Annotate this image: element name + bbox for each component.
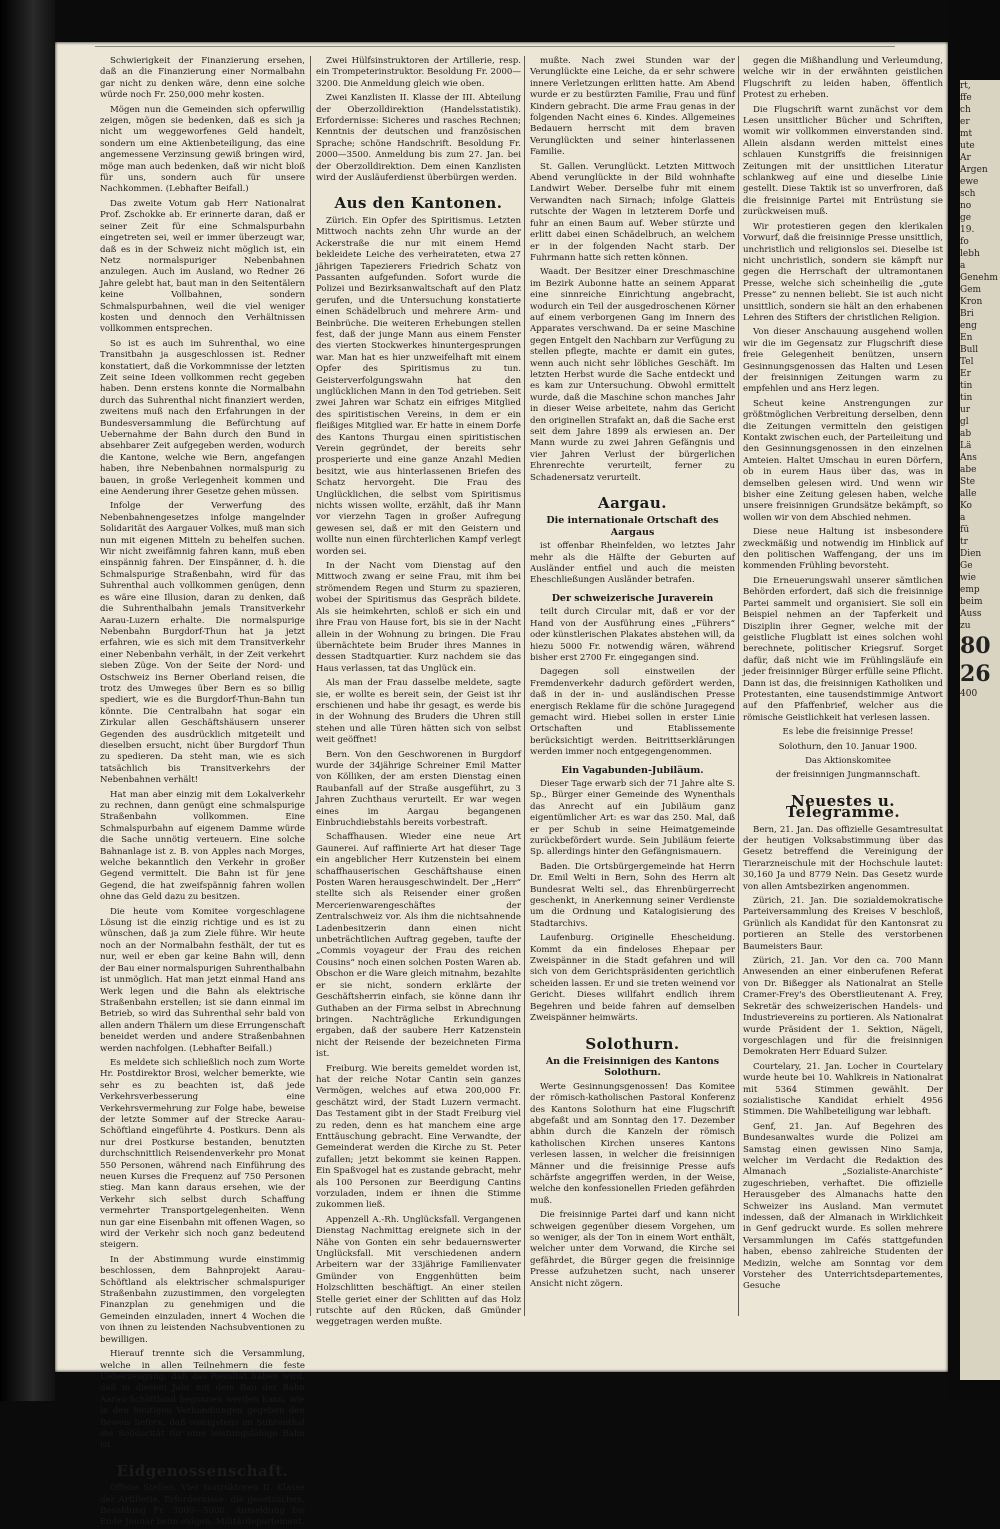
fragment-line: tin (960, 393, 973, 403)
article-paragraph: teilt durch Circular mit, daß er vor der Hand von der Ausführung eines „Führers“ oder künstlerischen Plakates abstehen will, da hiezu 5000 Fr. notwendig wären, während bisher erst 2700 Fr. eingegangen sind. (530, 607, 735, 663)
fragment-line: fü (960, 525, 970, 535)
adjacent-page-fragment (960, 80, 1000, 1380)
column-2 (316, 56, 521, 1328)
article-paragraph: In der Nacht vom Dienstag auf den Mittwoch zwang er seine Frau, mit ihm bei strömendem Regen und Sturm zu spazieren, wobei der Spiritismus das Gespräch bildete. Als sie heimkehrten, schloß er sich ein und ihre Frau von Hause fort, bis sie in der Nacht allein in der Wohnung zu bringen. Die Frau übernächtete beim Bruder ihres Mannes in dessen Stadtquartier. Kurz nachdem sie das Haus verlassen, tat das Unglück ein. (316, 561, 521, 674)
fragment-line: beim (960, 597, 983, 607)
article-paragraph: Diese neue Haltung ist insbesondere zweckmäßig und notwendig im Hinblick auf den politischen Waffengang, der uns im kommenden Frühling bevorsteht. (743, 527, 943, 572)
fragment-line: no (960, 201, 972, 211)
article-paragraph: Solothurn, den 10. Januar 1900. (778, 741, 918, 752)
article-paragraph: Courtelary, 21. Jan. Locher in Courtelary wurde heute bei 10. Wahlkreis in Nationalrat mit 5364 Stimmen gewählt. Der sozialistische Kandidat erhielt 4956 Stimmen. Die Wahlbeteiligung war lebhaft. (743, 1061, 943, 1118)
article-paragraph: Von dieser Anschauung ausgehend wollen wir die im Gegensatz zur Flugschrift diese freie Gelegenheit benützen, unsern Gesinnungsgenossen das Halten und Lesen der freisinnigen Zeitungen warm zu empfehlen und ans Herz legen. (743, 327, 943, 395)
fragment-line: Bull (960, 345, 979, 355)
fragment-line: tr (960, 537, 968, 547)
article-paragraph: Die heute vom Komitee vorgeschlagene Lösung ist die einzig richtige und es ist zu wünschen, daß ja zum Ziele führe. Wir heute noch an der Normalbahn festhält, der tut es nur, weil er eben gar keine Bahn will, denn der Bau einer normalspurigen Suhrenthalbahn ist unmöglich. Hat man jetzt einmal Hand ans Werk legen und die Bahn als elektrische Straßenbahn erstellen; ist sie dann einmal im Betrieb, so wird das Suhrenthal sehr bald von allen andern Thälern um diese Errungenschaft beneidet werden und andere Straßenbahnen werden nachfolgen. (Lebhafter Beifall.) (100, 906, 305, 1054)
article-paragraph: Es meldete sich schließlich noch zum Worte Hr. Postdirektor Brosi, welcher bemerkte, wie sehr es zu beachten ist, daß jede Verkehrsverbesserung eine Verkehrsvermehrung zur Folge habe, beweise der letzte Sommer auf der Strecke Aarau-Schöftland eingeführte 4. Postkurs. Denn als nur drei Postkurse bestanden, benutzten durchschnittlich Reisendenverkehr pro Monat 550 Personen, während nach Einführung des neuen Kurses die Frequenz auf 750 Personen stieg. Man kann daraus ersehen, wie der Verkehr sich selbst durch Schaffung vermehrter Transportgelegenheiten. Wenn nun gar eine Eisenbahn mit offenen Wagen, so wird der Verkehr sich noch ganz bedeutend steigern. (100, 1057, 305, 1251)
section-heading: Eidgenossenschaft. (116, 1461, 289, 1480)
article-headline: Der schweizerische Juraverein (551, 592, 714, 604)
fragment-line: Ge (960, 561, 973, 571)
fragment-line: eng (960, 321, 977, 331)
top-rule (95, 46, 895, 47)
fragment-line: 80 (960, 633, 991, 659)
article-paragraph: gegen die Mißhandlung und Verleumdung, welche wir in der erwähnten geistlichen Flugschrift zu leiden haben, öffentlich Protest zu erheben. (743, 56, 943, 101)
fragment-line: ge (960, 213, 972, 223)
article-paragraph: Als man der Frau dasselbe meldete, sagte sie, er wollte es bereit sein, der Geist ist ihr erschienen und habe ihr gesagt, es werde bis in der Wohnung des Bruders die Uhren still stehen und alle Türen hätten sich von selbst weit geöffnet! (316, 678, 521, 746)
fragment-line: Lä (960, 441, 972, 451)
article-paragraph: Infolge der Verwerfung des Nebenbahnengesetzes infolge mangelnder Solidarität des Aargauer Volkes, muß man sich nun mit eigenen Mitteln zu behelfen suchen. Wir nicht zweifämnig fahren kann, muß eben einspännig fahren. Der Einspänner, d. h. die Schmalspurige Straßenbahn, wird für das Suhrenthal auch vollkommen genügen, denn es wäre eine Illusion, daran zu denken, daß die Suhrenthalbahn jemals Transitverkehr Aarau-Luzern erhalte. Die normalspurige Nebenbahn Burgdorf-Thun hat ja jetzt erfahren, wie es sich mit dem Transitverkehr einer Nebenbahn verhält, in der Zeit verkehrt sieben Züge. Von der Seite der Nord- und Ostschweiz ins Berner Oberland reisen, die trotz des Umweges über Bern es so billig spediert, wie es die Burgdorf-Thun-Bahn tun könnte. Die Centralbahn hat sogar ein Zirkular allen Geschäftshäusern unserer Gegenden des ausdrücklich mitgeteilt und dieselben ersucht, nicht über Burgdorf Thun zu spedieren. Da steht man, wie es sich tatsächlich bis Transitverkehrs der Nebenbahnen verhält! (100, 501, 305, 786)
fragment-line: ewe (960, 177, 979, 187)
fragment-line: 400 (960, 689, 978, 699)
article-paragraph: mußte. Nach zwei Stunden war der Verunglückte eine Leiche, da er sehr schwere innere Verletzungen erlitten hatte. Am Abend wurde er zu bestürzten Familie, Frau und fünf Kindern gebracht. Die arme Frau genas in der folgenden Nacht eines 6. Kindes. Allgemeines Bedauern herrscht mit dem braven Verunglückten und seiner hinterlassenen Familie. (530, 56, 735, 158)
column-4 (743, 56, 943, 1321)
article-paragraph: Offene Stellen. Vier Instruktoren II. Klasse der Artillerie. Erfordernisse: die gesetzlichen. Besoldung Fr. 3000—5000. Anmeldung bis Ende Januar beim eidgen. Militärdepartement. (100, 1483, 305, 1528)
article-headline: Ein Vagabunden-Jubiläum. (561, 764, 704, 776)
article-paragraph: In der Abstimmung wurde einstimmig beschlossen, dem Bahnprojekt Aarau-Schöftland als elektrischer schmalspuriger Straßenbahn zuzustimmen, den vorgelegten Finanzplan zu genehmigen und die Gemeinden einzuladen, innert 4 Wochen die von ihnen zu leistenden Nachsubventionen zu bewilligen. (100, 1254, 305, 1345)
article-paragraph: Zürich. Ein Opfer des Spiritismus. Letzten Mittwoch nachts zehn Uhr wurde an der Ackerstraße die nur mit einem Hemd bekleidete Leiche des verheirateten, etwa 27 jährigen Tapezierers Friedrich Schatz von Passanten aufgefunden. Sofort wurde die Polizei und Bezirksanwaltschaft auf den Platz gerufen, und die Untersuchung konstatierte einen Schädelbruch und mehrere Arm- und Beinbrüche. Die weiteren Erhebungen stellen fest, daß der junge Mann aus einem Fenster des vierten Stockwerkes hinuntergesprungen war. Man hat es hier unzweifelhaft mit einem Opfer des Spiritismus zu tun. Geisterverfolgungswahn hat den unglücklichen Mann in den Tod getrieben. Seit zwei Jahren war Schatz ein eifriges Mitglied des spiritistischen Vereins, in dem er ein fleißiges Mitglied war. Er hatte in einem Dorfe des Kantons Thurgau einen spiritistischen Verein gegründet, der bereits sehr prosperierte und eine ganze Anzahl Medien besitzt, wie aus hinterlassenen Briefen des Schatz hervorgeht. Die Frau des Unglücklichen, die selbst vom Spiritismus nichts wissen wollte, erzählt, daß ihr Mann vor vierzehn Tagen in großer Aufregung gewesen sei, daß er mit den Geistern und wollte nun einen fürchterlichen Kampf verlegt worden sei. (316, 215, 521, 557)
fragment-line: rt, (960, 81, 971, 91)
article-paragraph: Waadt. Der Besitzer einer Dreschmaschine im Bezirk Aubonne hatte an seinem Apparat eine sinnreiche Einrichtung angebracht, wodurch ein Teil der ausgedroschenen Körner auf einem verborgenen Gang im Innern des Apparates verschwand. Da er seine Maschine gegen Entgelt den Nachbarn zur Verfügung zu stellen pflegte, machte er damit ein gutes, wenn auch nicht sehr löbliches Geschäft. Im letzten Herbst wurde die Sache entdeckt und es kam zur Untersuchung. Obwohl ermittelt wurde, daß die Maschine schon manches Jahr in dieser Weise arbeitete, nahm das Gericht den originellen Strafakt an, daß die Sache erst seit dem Jahre 1899 als erwiesen an. Der Mann wurde zu zwei Jahren Gefängnis und vier Jahren Verlust der bürgerlichen Ehrenrechte verurteilt, ferner zu Schadenersatz verurteilt. (530, 267, 735, 483)
fragment-line: Bri (960, 309, 974, 319)
article-paragraph: ist offenbar Rheinfelden, wo letztes Jahr mehr als die Hälfte der Geburten auf Ausländer entfiel und auch die meisten Eheschließungen Ausländer betrafen. (530, 541, 735, 586)
article-headline: An die Freisinnigen des Kantons Solothurn. (545, 1055, 720, 1079)
fragment-line: wie (960, 573, 976, 583)
section-heading: Aus den Kantonen. (334, 194, 503, 213)
article-paragraph: Das zweite Votum gab Herr Nationalrat Prof. Zschokke ab. Er erinnerte daran, daß er seiner Zeit für eine Schmalspurbahn eingetreten sei, weil er immer überzeugt war, daß es in der Schweiz nicht möglich ist, ein Netz normalspuriger Nebenbahnen anzulegen. Auch im Ausland, wo Redner 26 Jahre gelebt hat, baut man in den Seitentälern keine Vollbahnen, sondern Schmalspurbahnen, weil die viel weniger kosten und dennoch den Verhältnissen vollkommen entsprechen. (100, 198, 305, 335)
fragment-line: er (960, 117, 970, 127)
fragment-line: zu (960, 621, 971, 631)
article-paragraph: Wir protestieren gegen den klerikalen Vorwurf, daß die freisinnige Presse unsittlich, unchristlich und religionslos sei. Dieselbe ist nicht unchristlich, sondern sie kämpft nur gegen die Herrschaft der ultramontanen Presse, welche sich scheinheilig die „gute Presse“ zu nennen beliebt. Sie ist auch nicht unsittlich, sondern sie hält an den erhabenen Lehren des Stifters der christlichen Religion. (743, 221, 943, 323)
column-divider (524, 56, 525, 1316)
column-divider (738, 56, 739, 1316)
book-gutter (0, 0, 55, 1401)
article-paragraph: So ist es auch im Suhrenthal, wo eine Transitbahn ja ausgeschlossen ist. Redner konstatiert, daß die Vorkommnisse der letzten Zeit seine Ideen vollkommen recht gegeben haben. Denn erstens konnte die Normalbahn durch das Suhrenthal nicht finanziert werden, zweitens muß nach den Erfahrungen in der Bundesversammlung die Befürchtung auf Uebernahme der Bahn durch den Bund in absehbarer Zeit aufgegeben werden, wodurch die Kantone, welche wie Bern, angefangen haben, ihre Nebenbahnen normalspurig zu bauen, in große Verlegenheit kommen und eine Aenderung ihrer Gesetze gehen müssen. (100, 338, 305, 498)
fragment-line: mt (960, 129, 973, 139)
article-paragraph: Hat man aber einzig mit dem Lokalverkehr zu rechnen, dann genügt eine schmalspurige Straßenbahn vollkommen. Eine Schmalspurbahn auf eigenem Damme würde die Sache unnötig verteuern. Eine solche Bahnanlage ist z. B. von Apples nach Morges, welche bekanntlich den Verkehr in großer Gegend vermittelt. Die Bahn ist für jene Gegend, die hat zweifspännig fahren wollen ohne das Geld dazu zu besitzen. (100, 789, 305, 903)
fragment-line: Er (960, 369, 971, 379)
fragment-line: sch (960, 189, 976, 199)
article-paragraph: Baden. Die Ortsbürgergemeinde hat Herrn Dr. Emil Welti in Bern, Sohn des Herrn alt Bundesrat Welti sel., das Ehrenbürgerrecht geschenkt, in Anerkennung seiner Verdienste um die Ordnung und Katalogisierung des Stadtarchivs. (530, 861, 735, 929)
article-paragraph: Schaffhausen. Wieder eine neue Art Gaunerei. Auf raffinierte Art hat dieser Tage ein angeblicher Herr Kutzenstein bei einem schaffhauserischen Geschäftshause einen Posten Waren herausgeschwindelt. Der „Herr“ stellte sich als Reisender einer großen Mercerienwarengeschäftes der Zentralschweiz vor. Als ihm die nichtsahnende Ladenbesitzerin dann einen nicht unbeträchtlichen Auftrag gegeben, taufte der „Commis voyageur der Frau des reichen Cousins“ noch einen solchen Posten Waren ab. Obschon er die Ware gleich mitnahm, bezahlte er sie nicht, sondern erklärte der Geschäftsherrin einfach, sie könne dann ihr Guthaben an der Firma selbst in Abrechnung bringen. Nachträgliche Erkundigungen ergaben, daß der saubere Herr Katzenstein nicht der Reisende der bezeichneten Firma ist. (316, 832, 521, 1060)
fragment-line: ab (960, 429, 972, 439)
article-paragraph: Schwierigkeit der Finanzierung ersehen, daß an die Finanzierung einer Normalbahn gar nicht zu denken wäre, denn eine solche würde noch Fr. 250,000 mehr kosten. (100, 56, 305, 101)
fragment-line: ffe (960, 93, 972, 103)
fragment-line: En (960, 333, 973, 343)
section-heading: Aargau. (597, 494, 668, 513)
article-paragraph: Die freisinnige Partei darf und kann nicht schweigen gegenüber diesem Vorgehen, um so weniger, als der Ton in einem Wort enthält, welcher unter dem Vorwand, die Kirche sei gefährdet, die Bürger gegen die freisinnige Presse aufzuhetzen sucht, nach unserer Ansicht nicht zögern. (530, 1210, 735, 1289)
fragment-line: emp (960, 585, 980, 595)
article-paragraph: Genf, 21. Jan. Auf Begehren des Bundesanwaltes wurde die Polizei am Samstag einen gewissen Nino Samja, welcher im Verdacht die Redaktion des Almanach „Sozialiste-Anarchiste“ zugeschrieben, verhaftet. Die offizielle Herausgeber des Almanachs hatte den Schweizer ins Ausland. Man vermutet indessen, daß der Almanach in Wirklichkeit in Genf gedruckt wurde. Es sollen mehrere Versammlungen im Cafés stattgefunden haben, ebenso zahlreiche Studenten der Medizin, welche am Sonntag vor dem Vorsteher des Unterrichtsdepartementes, Gesuche (743, 1121, 943, 1292)
article-paragraph: Zürich, 21. Jan. Vor den ca. 700 Mann Anwesenden an einer einberufenen Referat von Dr. Bißegger als Nationalrat an Stelle Cramer-Frey's des Oberstlieutenant A. Frey, Sekretär des schweizerischen Handels- und Industrievereins zu portieren. Als Nationalrat wurde Präsident der 1. Sektion, Nägeli, vorgeschlagen und für die freisinnigen Demokraten Herr Eduard Sulzer. (743, 956, 943, 1058)
article-paragraph: Dagegen soll einstweilen der Fremdenverkehr dadurch gefördert werden, daß in der in- und ausländischen Presse energisch Reklame für die schöne Juragegend gemacht wird. Hiebei sollen in erster Linie Ortschaften und Etablissemente berücksichtigt werden. Beitrittserklärungen werden immer noch entgegengenommen. (530, 667, 735, 758)
fragment-line: lebh (960, 249, 980, 259)
article-paragraph: der freisinnigen Jungmannschaft. (775, 770, 921, 781)
column-1 (100, 56, 305, 1528)
column-divider (310, 56, 311, 1316)
fragment-line: Auss (960, 609, 982, 619)
fragment-line: ute (960, 141, 975, 151)
fragment-line: a (960, 261, 966, 271)
fragment-line: abe (960, 465, 977, 475)
fragment-line: Argen (960, 165, 988, 175)
fragment-line: Kron (960, 297, 983, 307)
section-heading: Solothurn. (585, 1034, 680, 1053)
fragment-line: fo (960, 237, 969, 247)
article-headline: Die internationale Ortschaft des Aargaus (546, 515, 719, 538)
fragment-line: ch (960, 105, 971, 115)
section-heading: Neuestes u. Telegramme. (785, 791, 901, 822)
article-paragraph: Mögen nun die Gemeinden sich opferwillig zeigen, mögen sie bedenken, daß es sich ja nicht um weggeworfenes Geld handelt, sondern um eine Aktienbeteiligung, das eine angemessene Verzinsung gewiß bringen wird, möge man auch bedenken, daß wir nicht bloß für uns, sondern auch für unsere Nachkommen. (Lebhafter Beifall.) (100, 104, 305, 195)
fragment-line: ur (960, 405, 971, 415)
article-paragraph: Zwei Kanzlisten II. Klasse der III. Abteilung der Oberzolldirektion (Handelsstatistik). Erfordernisse: Sicheres und rasches Rechnen; Kenntnis der deutschen und französischen Sprache; schöne Handschrift. Besoldung Fr. 2000—3500. Anmeldung bis zum 27. Jan. bei der Oberzolldirektion. Dem einen Kanzlisten wird der Ausläuferdienst überbürgen werden. (316, 93, 521, 184)
fragment-line: Tel (960, 357, 974, 367)
article-paragraph: St. Gallen. Verunglückt. Letzten Mittwoch Abend verunglückte in der Bild wohnhafte Landwirt Weber. Derselbe fuhr mit einem Verwandten nach Sirnach; infolge Glatteis rutschte der Wagen in letzterem Dorfe und fuhr an einen Baum auf. Weber stürzte und erlitt dabei einen Schädelbruch, an welchem er in der folgenden Nacht starb. Der Fuhrmann hatte sich retten können. (530, 161, 735, 263)
article-paragraph: Bern, 21. Jan. Das offizielle Gesamtresultat der heutigen Volksabstimmung über das Gesetz betreffend die Vereinigung der Tierarzneischule mit der Hochschule lautet: 30,160 Ja und 8779 Nein. Das Gesetz wurde von allen Amtsbezirken angenommen. (743, 824, 943, 892)
article-paragraph: Zürich, 21. Jan. Die sozialdemokratische Parteiversammlung des Kreises V beschloß, Grünlich als Kandidat für den Kantonsrat zu portieren an Stelle des verstorbenen Baumeisters Baur. (743, 896, 943, 952)
article-paragraph: Das Aktionskomitee (805, 755, 891, 766)
fragment-line: Genehm (960, 273, 998, 283)
article-paragraph: Hierauf trennte sich die Versammlung, welche in allen Teilnehmern die feste Ueberzeugung, daß das Resultat haben wird, daß in diesem Jahr mit dem Bau der Bahn Aarau-Schöftland begonnen werden kann, wie in den heutigen Verhandlungen gegeben den Beweis liefern, daß wenigstens im Suhrenthal die Solidarität für eine leistungsfähige Bahn ist. (100, 1349, 305, 1451)
fragment-line: 19. (960, 225, 975, 235)
article-paragraph: Die Erneuerungswahl unserer sämtlichen Behörden erfordert, daß sich die freisinnige Partei sammelt und organisiert. Sie soll ein Beispiel nehmen an der Tapferkeit und Disziplin ihrer Gegner, welche mit der geistliche Flugblatt ist eines solchen wohl berechnete, politischer Kriegsruf. Sorget dafür, daß nicht wie im Frühlingsläufe ein jeder freisinniger Bürger erfülle seine Pflicht. Dann ist das, die freisinnigen Katholiken und Protestanten, eine tausendstimmige Antwort auf den Pfaffenbrief, welcher aus die römische Geistlichkeit hat verlesen lassen. (743, 575, 943, 723)
fragment-line: 26 (960, 661, 991, 687)
fragment-line: Ste (960, 477, 976, 487)
article-paragraph: Freiburg. Wie bereits gemeldet worden ist, hat der reiche Notar Cantin sein ganzes Vermögen, welches auf etwa 200,000 Fr. geschätzt wird, der Stadt Luzern vermacht. Das Testament gibt in der Stadt Freiburg viel zu reden, denn es hat manchem eine arge Enttäuschung gebracht. Eine Verwandte, der Gemeinderat werden die Kirche zu St. Peter zufallen; jetzt bekommt sie keinen Rappen. Ein Spaßvogel hat es zustande gebracht, mehr als 100 Personen zur Beerdigung Cantins vorzuladen, indem er ihnen die Stimme zukommen ließ. (316, 1063, 521, 1211)
fragment-line: Ko (960, 501, 972, 511)
fragment-line: a (960, 513, 966, 523)
article-paragraph: Appenzell A.-Rh. Unglücksfall. Vergangenen Dienstag Nachmittag ereignete sich in der Nähe von Gonten ein sehr bedauernswerter Unglücksfall. Mit verschiedenen andern Arbeitern war der 33jährige Familienvater Gmünder von Enggenhütten beim Holzschlitten beschäftigt. An einer steilen Stelle geriet einer der Schlitten auf das Holz rutschte auf den Rücken, daß Gmünder weggetragen werden mußte. (316, 1214, 521, 1328)
fragment-line: gl (960, 417, 969, 427)
fragment-line: tin (960, 381, 973, 391)
article-paragraph: Zwei Hülfsinstruktoren der Artillerie, resp. ein Trompeterinstruktor. Besoldung Fr. 2000—3200. Die Anmeldung gleich wie oben. (316, 56, 521, 89)
article-paragraph: Scheut keine Anstrengungen zur größtmöglichen Verbreitung derselben, denn die Zeitungen vermitteln den geistigen Kontakt zwischen euch, der Parteileitung und den Gesinnungsgenossen in den einzelnen Amteien. Haltet Umschau in euren Dörfern, ob in eurem Haus über das, was in demselben gelesen wird. Und wenn wir bisher eine Zeitung gelesen haben, welche unsere freisinnigen Grundsätze bekämpft, so wollen wir von dem Abschied nehmen. (743, 398, 943, 523)
fragment-line: Gem (960, 285, 982, 295)
article-paragraph: Werte Gesinnungsgenossen! Das Komitee der römisch-katholischen Pastoral Konferenz des Kantons Solothurn hat eine Flugschrift abgefaßt und am Sonntag den 17. Dezember abhin durch die Kanzeln der römisch katholischen Kirchen unseres Kantons verlesen lassen, in welcher die freisinnigen Männer und die freisinnige Presse aufs schärfste angegriffen werden, in der Weise, welche den konfessionellen Frieden gefährden muß. (530, 1081, 735, 1206)
fragment-line: Dien (960, 549, 982, 559)
column-3 (530, 56, 735, 1321)
fragment-line: Ar (960, 153, 971, 163)
article-paragraph: Die Flugschrift warnt zunächst vor dem Lesen unsittlicher Bücher und Schriften, womit wir vollkommen einverstanden sind. Allein alsdann werden mittelst eines schlauen Kunstgriffs die freisinnigen Zeitungen mit der unsittlichen Literatur schlankweg auf eine und dieselbe Linie gestellt. Diese Taktik ist so unverfroren, daß die freisinnige Partei mit Entrüstung sie zurückweisen muß. (743, 104, 943, 218)
article-paragraph: Laufenburg. Originelle Ehescheidung. Kommt da ein findeloses Ehepaar per Zweispänner in die Stadt gefahren und will sich von dem Gerichtspräsidenten gerichtlich scheiden lassen. Er und sie treten weinend vor Gericht. Dieses willfahrt endlich ihrem Begehren und beide fahren auf demselben Zweispänner heimwärts. (530, 933, 735, 1024)
article-paragraph: Dieser Tage erwarb sich der 71 Jahre alte S. Sp., Bürger einer Gemeinde des Wynenthals das Anrecht auf ein Jubiläum ganz eigentümlicher Art: es war das 250. Mal, daß er per Schub in seine Heimatgemeinde zurückbefördert wurde. Sein Jubiläum feierte Sp. allerdings hinter den Gefängnismauern. (530, 778, 735, 858)
fragment-line: Ans (960, 453, 977, 463)
article-paragraph: Bern. Von den Geschworenen in Burgdorf wurde der 34jährige Schreiner Emil Matter von Kölliken, der am ersten Dienstag einen Raubanfall auf der Straße ausgeführt, zu 3 Jahren Zuchthaus verurteilt. Er war wegen eines im Aargau begangenen Einbruchdiebstahls bereits vorbestraft. (316, 749, 521, 828)
fragment-line: alle (960, 489, 977, 499)
article-paragraph: Es lebe die freisinnige Presse! (782, 727, 914, 738)
